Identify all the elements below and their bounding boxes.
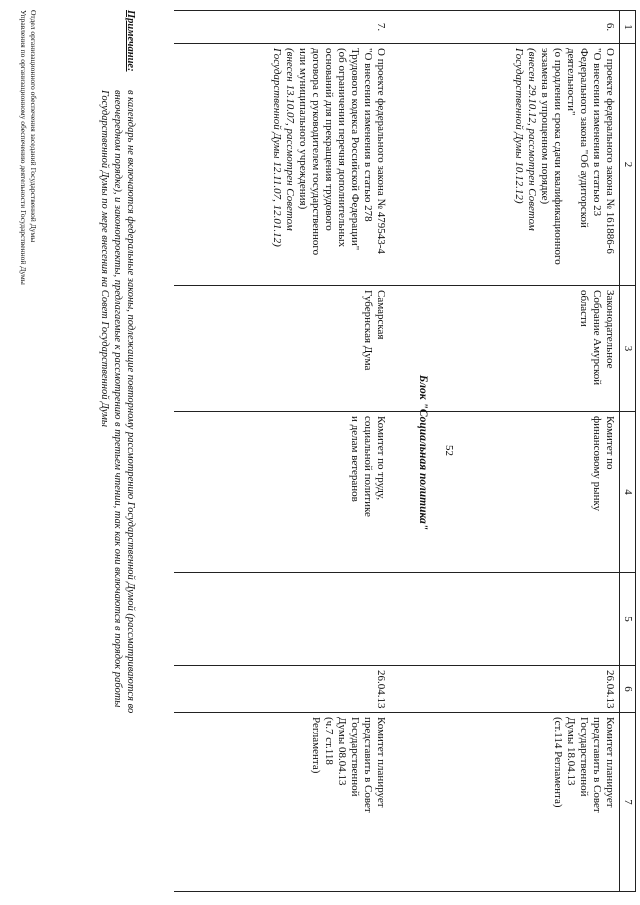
- footer-line: Управления по организационному обеспечению деятельности Государственной Думы: [19, 10, 28, 285]
- text-line: деятельности": [565, 48, 577, 116]
- footer-line: Отдел организационного обеспечения заседаний Государственной Думы: [29, 10, 38, 243]
- text-line: Комитет по: [604, 416, 616, 470]
- date-cell: 26.04.13: [174, 666, 431, 713]
- text-line: Комитет планирует: [604, 717, 616, 808]
- text-line: Законодательное: [604, 290, 616, 369]
- text-line: внеочередном порядке), и законопроекты, предлагаемые к рассмотрению в третьем чтении, так как они включаются в порядок работы: [112, 90, 123, 708]
- responsible-committee: [174, 412, 431, 573]
- footer: [18, 10, 38, 285]
- col-header: 5: [620, 573, 636, 666]
- text-line: Федерального закона "Об аудиторской: [578, 48, 590, 228]
- text-line: Думы 18.04.13: [565, 717, 577, 786]
- text-line: Государственной: [349, 717, 361, 797]
- text-line: Думы 08.04.13: [336, 717, 348, 786]
- text-line: Комитет по труду,: [375, 416, 387, 501]
- table-row: [431, 11, 620, 892]
- text-line: Регламента): [310, 717, 322, 774]
- date-cell: 26.04.13: [431, 666, 620, 713]
- bill-author: [174, 286, 431, 412]
- col-header: 7: [620, 713, 636, 892]
- text-line: в календарь не включаются федеральные законы, подлежащие повторному рассмотрению Государственной Думой (рассматриваются во: [125, 90, 136, 714]
- text-line: области: [578, 290, 590, 327]
- text-line: Самарская: [375, 290, 387, 340]
- col-header: 4: [620, 412, 636, 573]
- text-line: "О внесении изменения в статью 23: [591, 48, 603, 217]
- text-line: (ч.7 ст.118: [323, 717, 335, 765]
- calendar-table: [174, 10, 636, 892]
- text-line: Государственной Думы 12.11.07, 12.01.12): [271, 48, 283, 247]
- bill-author: [431, 286, 620, 412]
- page-number: 52: [443, 445, 455, 456]
- col-header: 3: [620, 286, 636, 412]
- header-row: [620, 11, 636, 892]
- block-title: Блок "Социальная политика": [417, 374, 429, 531]
- col-header: 1: [620, 11, 636, 44]
- bill-title: [431, 44, 620, 286]
- text-line: представить в Совет: [362, 717, 374, 813]
- text-line: Собрание Амурской: [591, 290, 603, 386]
- text-line: (об ограничении перечня дополнительных: [336, 48, 348, 248]
- column-5-cell: [431, 573, 620, 666]
- col-header: 2: [620, 44, 636, 286]
- column-5-cell: [174, 573, 431, 666]
- text-line: О проекте федерального закона № 161886-6: [604, 48, 616, 254]
- text-line: О проекте федерального закона № 479543-4: [375, 48, 387, 254]
- text-line: Государственной: [578, 717, 590, 797]
- text-line: социальной политике: [362, 416, 374, 517]
- row-number: 6.: [431, 11, 620, 44]
- note-label: Примечание:: [125, 10, 136, 72]
- responsible-committee: [431, 412, 620, 573]
- text-line: и делам ветеранов: [349, 416, 361, 502]
- text-line: Комитет планирует: [375, 717, 387, 808]
- text-line: "О внесении изменения в статью 278: [362, 48, 374, 222]
- text-line: (внесен 13.10.07, рассмотрен Советом: [284, 48, 296, 231]
- row-number: 7.: [174, 11, 431, 44]
- text-line: Государственной Думы по мере внесения на Совет Государственной Думы: [99, 90, 110, 427]
- text-line: договора с руководителем государственного: [310, 48, 322, 256]
- text-line: (о продлении срока сдачи квалификационного: [552, 48, 564, 265]
- text-line: или муниципального учреждения): [297, 48, 309, 210]
- text-line: (ст.114 Регламента): [552, 717, 564, 808]
- note-text: [98, 90, 137, 810]
- text-line: Государственной Думы 10.12.12): [513, 48, 525, 204]
- text-line: экзамена в упрощенном порядке): [539, 48, 551, 205]
- text-line: финансовому рынку: [591, 416, 603, 512]
- col-header: 6: [620, 666, 636, 713]
- text-line: (внесен 29.10.12, рассмотрен Советом: [526, 48, 538, 231]
- bill-title: [174, 44, 431, 286]
- text-line: Трудового кодекса Российской Федерации": [349, 48, 361, 251]
- text-line: представить в Совет: [591, 717, 603, 813]
- remark-cell: [174, 713, 431, 892]
- table-row: [174, 11, 431, 892]
- text-line: Губернская Дума: [362, 290, 374, 371]
- text-line: оснований для прекращения трудового: [323, 48, 335, 231]
- remark-cell: [431, 713, 620, 892]
